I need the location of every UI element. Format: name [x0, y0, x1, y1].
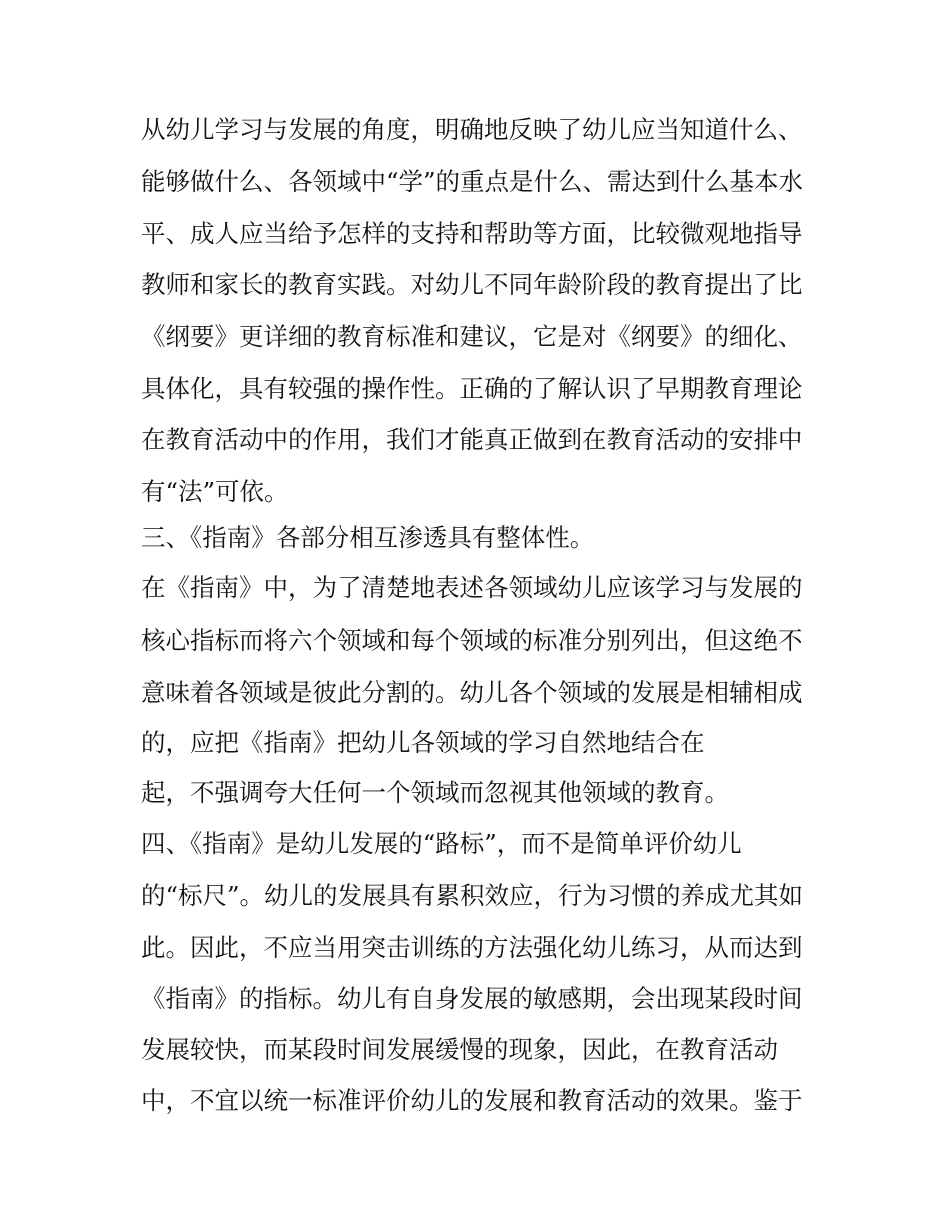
text-line: 的，应把《指南》把幼儿各领域的学习自然地结合在: [141, 728, 705, 757]
text-line: 发展较快，而某段时间发展缓慢的现象，因此，在教育活动: [141, 1035, 778, 1064]
text-line: 起，不强调夸大任何一个领域而忽视其他领域的教育。: [141, 778, 729, 807]
text-line: 中，不宜以统一标准评价幼儿的发展和教育活动的效果。鉴于: [141, 1086, 803, 1115]
text-line: 核心指标而将六个领域和每个领域的标准分别列出，但这绝不: [141, 626, 803, 655]
text-line: 在教育活动中的作用，我们才能真正做到在教育活动的安排中: [141, 425, 803, 454]
text-line: 有“法”可依。: [141, 477, 289, 506]
text-line: 教师和家长的教育实践。对幼儿不同年龄阶段的教育提出了比: [141, 270, 803, 299]
text-line: 在《指南》中，为了清楚地表述各领域幼儿应该学习与发展的: [141, 573, 803, 602]
text-line: 具体化，具有较强的操作性。正确的了解认识了早期教育理论: [141, 374, 803, 403]
text-line: 从幼儿学习与发展的角度，明确地反映了幼儿应当知道什么、: [141, 115, 803, 144]
text-line: 能够做什么、各领域中“学”的重点是什么、需达到什么基本水: [141, 167, 804, 196]
text-line: 平、成人应当给予怎样的支持和帮助等方面，比较微观地指导: [141, 219, 803, 248]
text-line: 的“标尺”。幼儿的发展具有累积效应，行为习惯的养成尤其如: [141, 881, 804, 910]
text-line: 意味着各领域是彼此分割的。幼儿各个领域的发展是相辅相成: [141, 678, 803, 707]
text-line: 《纲要》更详细的教育标准和建议，它是对《纲要》的细化、: [141, 322, 803, 351]
section-heading: 四、《指南》是幼儿发展的“路标”，而不是简单评价幼儿: [141, 829, 742, 858]
section-heading: 三、《指南》各部分相互渗透具有整体性。: [141, 523, 595, 552]
text-line: 此。因此，不应当用突击训练的方法强化幼儿练习，从而达到: [141, 933, 803, 962]
text-line: 《指南》的指标。幼儿有自身发展的敏感期，会出现某段时间: [141, 984, 803, 1013]
